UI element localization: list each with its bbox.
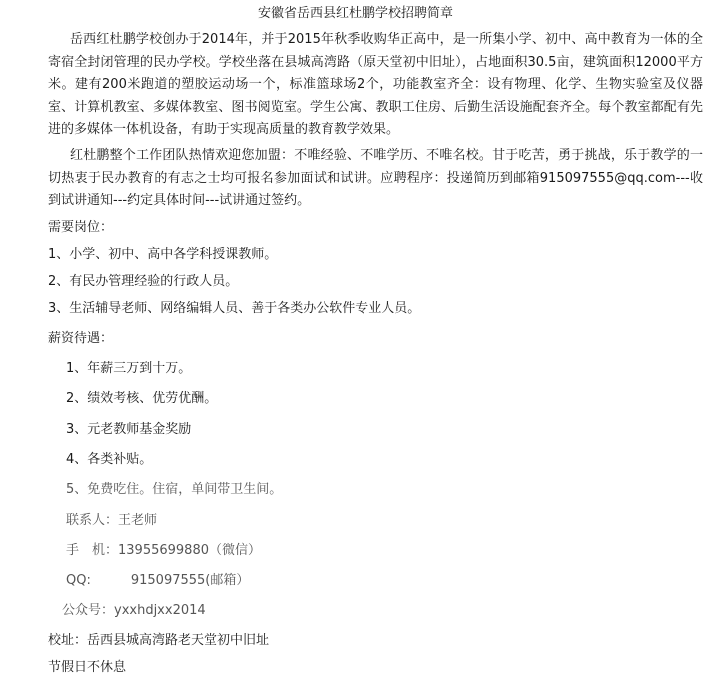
benefit-item: 3、元老教师基金奖励 xyxy=(66,422,192,437)
benefits-heading: 薪资待遇： xyxy=(48,331,114,346)
school-address: 校址：岳西县城高湾路老天堂初中旧址 xyxy=(48,633,270,648)
intro-paragraph-recruitment: 红杜鹏整个工作团队热情欢迎您加盟：不唯经验、不唯学历、不唯名校。甘于吃苦，勇于挑战，乐于教学的一切热衷于民办教育的有志之士均可报名参加面试和试讲。应聘程序：投递简历到邮箱915097555@qq.com---收到试讲通知---约定具体时间---试讲通过签约。 xyxy=(48,148,703,208)
contact-phone: 手 机：13955699880（微信） xyxy=(66,543,261,558)
contact-person: 联系人：王老师 xyxy=(66,513,158,528)
qq-value: 915097555(邮箱） xyxy=(130,573,250,588)
intro-paragraph-school: 岳西红杜鹏学校创办于2014年，并于2015年秋季收购华正高中，是一所集小学、初中、高中教育为一体的全寄宿全封闭管理的民办学校。学校坐落在县城高湾路（原天堂初中旧址），占地面积30.5亩，建筑面积12000平方米。建有200米跑道的塑胶运动场一个，标准篮球场2个，功能教室齐全：设有物理、化学、生物实验室及仪器室、计算机教室、多媒体教室、图书阅览室。学生公寓、教职工住房、后勤生活设施配套齐全。每个教室都配有先进的多媒体一体机设备，有助于实现高质量的教育教学效果。 xyxy=(48,32,703,137)
holiday-note: 节假日不休息 xyxy=(48,660,127,675)
position-item: 3、生活辅导老师、网络编辑人员、善于各类办公软件专业人员。 xyxy=(48,301,421,316)
wechat-official-account: 公众号：yxxhdjxx2014 xyxy=(62,603,206,618)
position-item: 1、小学、初中、高中各学科授课教师。 xyxy=(48,247,278,262)
qq-label: QQ: xyxy=(66,573,91,588)
position-item: 2、有民办管理经验的行政人员。 xyxy=(48,274,239,289)
contact-qq xyxy=(66,572,249,590)
benefit-item: 4、各类补贴。 xyxy=(66,452,153,467)
document-title: 安徽省岳西县红杜鹏学校招聘简章 xyxy=(257,6,453,21)
benefit-item: 2、绩效考核、优劳优酬。 xyxy=(66,391,218,406)
benefit-item: 5、免费吃住。住宿，单间带卫生间。 xyxy=(66,482,283,497)
positions-heading: 需要岗位： xyxy=(48,220,114,235)
benefit-item: 1、年薪三万到十万。 xyxy=(66,361,192,376)
